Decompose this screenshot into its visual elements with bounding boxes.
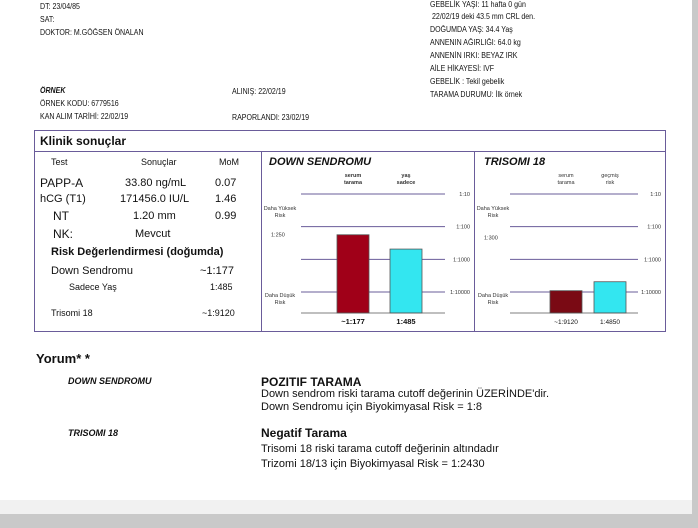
test-name: PAPP-A (40, 176, 84, 190)
scale-label: 1:1000 (644, 257, 661, 264)
risk-title: Risk Değerlendirmesi (doğumda) (51, 246, 224, 258)
risk-label: Down Sendromu (51, 265, 133, 277)
info-line: 22/02/19 deki 43.5 mm CRL den. (432, 12, 536, 21)
down-syndrome-line: Down sendrom riski tarama cutoff değerinin ÜZERİNDE'dir. (261, 388, 550, 400)
col-header-results: Sonuçlar (141, 157, 177, 167)
clinical-results-header (35, 131, 665, 152)
cutoff-label: 1:250 (271, 232, 285, 239)
info-line: ANNENIN AĞIRLIĞI: 64.0 kg (430, 38, 521, 47)
down-syndrome-result: POZITIF TARAMA (261, 375, 362, 389)
value-label: ~1:9120 (554, 319, 578, 326)
category-label: tarama (343, 180, 363, 186)
risk-high-label: Daha Yüksek (476, 206, 510, 212)
sat-text: SAT: (40, 15, 55, 24)
info-line: GEBELİK YAŞI: 11 hafta 0 gün (430, 0, 526, 9)
sample-title: ÖRNEK (40, 86, 66, 95)
scale-label: 1:1000 (453, 257, 470, 264)
risk-value: 1:485 (210, 282, 233, 292)
comment-title: Yorum* * (36, 351, 90, 366)
scale-label: 1:10 (459, 192, 470, 198)
test-name: NK: (53, 227, 74, 241)
clinical-results-title: Klinik sonuçlar (40, 134, 127, 148)
chart-bar (390, 249, 422, 313)
info-line: DOĞUMDA YAŞ: 34.4 Yaş (430, 25, 513, 34)
test-name: hCG (T1) (40, 193, 86, 205)
risk-high-label: Risk (274, 213, 286, 219)
chart-bar (337, 235, 369, 313)
scale-label: 1:10 (650, 192, 661, 198)
test-mom: 0.07 (215, 177, 237, 189)
trisomy-18-line: Trisomi 18 riski tarama cutoff değerinin altındadır (261, 443, 499, 455)
scale-label: 1:10000 (450, 290, 470, 296)
received-date: ALINIŞ: 22/02/19 (232, 87, 286, 96)
down-syndrome-chart (263, 152, 473, 330)
risk-low-label: Risk (487, 300, 499, 306)
category-label: yaş (401, 173, 411, 179)
sample-code: ÖRNEK KODU: 6779516 (40, 99, 119, 108)
risk-low-label: Daha Düşük (264, 293, 296, 299)
category-label: serum (344, 173, 362, 179)
category-label: sadece (396, 180, 416, 186)
info-line: AİLE HİKAYESİ: IVF (430, 64, 495, 73)
test-value: 1.20 mm (133, 210, 176, 222)
chart-title: DOWN SENDROMU (269, 156, 372, 168)
col-header-test: Test (51, 157, 68, 167)
risk-value: ~1:9120 (202, 308, 235, 318)
test-value: 171456.0 IU/L (120, 193, 190, 205)
test-value: Mevcut (135, 228, 171, 240)
clinical-results-box (34, 130, 666, 332)
value-label: 1:4850 (600, 319, 620, 326)
info-line: TARAMA DURUMU: İlk örnek (430, 90, 523, 99)
trisomy-18-chart (476, 152, 664, 330)
info-line: ANNENİN IRKI: BEYAZ IRK (430, 51, 518, 60)
cutoff-label: 1:300 (484, 235, 498, 242)
risk-high-label: Daha Yüksek (263, 206, 297, 212)
trisomy-18-result: Negatif Tarama (261, 426, 347, 440)
doctor-text: DOKTOR: M.GÖĞSEN ÖNALAN (40, 28, 144, 37)
risk-value: ~1:177 (200, 265, 234, 277)
divider (261, 152, 262, 331)
category-label: geçmiş (601, 173, 619, 179)
test-value: 33.80 ng/mL (125, 177, 187, 189)
category-label: serum (558, 173, 574, 179)
scale-label: 1:100 (647, 224, 661, 231)
scale-label: 1:10000 (641, 290, 661, 296)
down-syndrome-line: Down Sendromu için Biyokimyasal Risk = 1:8 (261, 401, 483, 413)
divider (474, 152, 475, 331)
chart-bar (594, 282, 626, 313)
down-syndrome-label: DOWN SENDROMU (68, 376, 152, 386)
category-label: tarama (557, 180, 575, 186)
risk-high-label: Risk (487, 213, 499, 219)
info-line: GEBELİK : Tekil gebelik (430, 77, 505, 86)
trisomy-18-line: Trizomi 18/13 için Biyokimyasal Risk = 1:2430 (261, 458, 485, 470)
chart-bar (550, 291, 582, 313)
trisomy-18-label: TRISOMI 18 (68, 428, 119, 438)
risk-label: Trisomi 18 (51, 308, 93, 318)
test-mom: 0.99 (215, 210, 237, 222)
page-bottom-margin (0, 500, 692, 514)
scale-label: 1:100 (456, 224, 470, 231)
risk-label: Sadece Yaş (69, 282, 117, 292)
col-header-mom: MoM (219, 157, 239, 167)
reported-date: RAPORLANDI: 23/02/19 (232, 113, 310, 122)
collection-date: KAN ALIM TARİHİ: 22/02/19 (40, 112, 129, 121)
category-label: risk (605, 180, 615, 186)
risk-low-label: Risk (274, 300, 286, 306)
value-label: ~1:177 (341, 317, 365, 326)
test-mom: 1.46 (215, 193, 237, 205)
value-label: 1:485 (396, 317, 416, 326)
dt-text: DT: 23/04/85 (40, 2, 80, 11)
risk-low-label: Daha Düşük (477, 293, 509, 299)
test-name: NT (53, 209, 69, 223)
chart-title: TRISOMI 18 (484, 156, 546, 168)
